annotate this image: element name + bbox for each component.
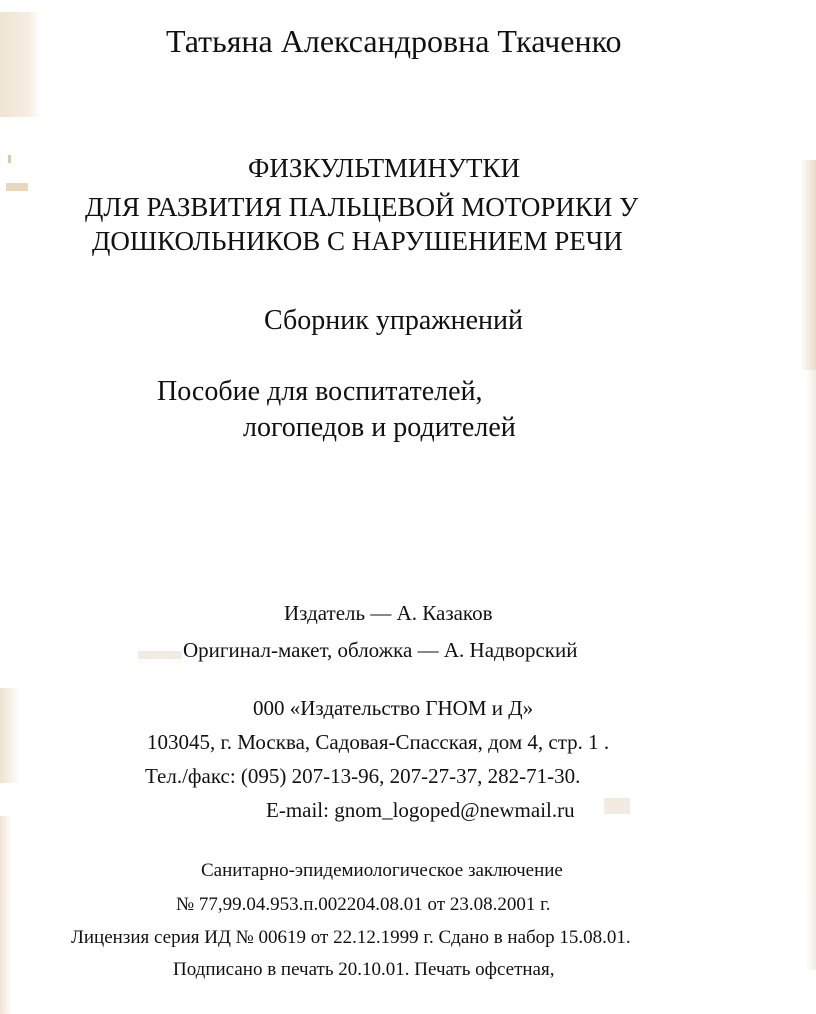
- print-info: Подписано в печать 20.10.01. Печать офсетная,: [173, 959, 555, 980]
- publisher-address: 103045, г. Москва, Садовая-Спасская, дом 4, стр. 1 .: [147, 730, 610, 754]
- publisher-company: 000 «Издательство ГНОМ и Д»: [253, 696, 534, 720]
- paper-edge-artifact: [800, 160, 816, 370]
- paper-edge-artifact: [0, 816, 12, 1014]
- license-info: Лицензия серия ИД № 00619 от 22.12.1999 г. Сдано в набор 15.08.01.: [71, 927, 631, 948]
- scan-smudge: [8, 155, 11, 163]
- publisher-credit: Издатель — А. Казаков: [284, 601, 493, 625]
- audience-line-1: Пособие для воспитателей,: [157, 376, 483, 407]
- author-name: Татьяна Александровна Ткаченко: [166, 23, 622, 59]
- publisher-email: E-mail: gnom_logoped@newmail.ru: [266, 798, 575, 822]
- scan-smudge: [604, 798, 630, 814]
- publisher-phone: Тел./факс: (095) 207-13-96, 207-27-37, 282-71-30.: [145, 764, 581, 788]
- scan-smudge: [138, 651, 182, 659]
- paper-edge-artifact: [806, 370, 816, 970]
- layout-credit: Оригинал-макет, обложка — А. Надворский: [183, 638, 578, 662]
- sanitary-certificate-number: № 77,99.04.953.п.002204.08.01 от 23.08.2001 г.: [176, 894, 551, 915]
- paper-edge-artifact: [0, 12, 40, 117]
- book-subtitle: Сборник упражнений: [264, 305, 523, 336]
- book-title-line-1: ФИЗКУЛЬТМИНУТКИ: [248, 153, 520, 183]
- paper-edge-artifact: [6, 183, 28, 191]
- paper-edge-artifact: [0, 688, 20, 783]
- sanitary-certificate-title: Санитарно-эпидемиологическое заключение: [201, 860, 563, 881]
- book-title-line-3: ДОШКОЛЬНИКОВ С НАРУШЕНИЕМ РЕЧИ: [92, 226, 623, 256]
- audience-line-2: логопедов и родителей: [243, 412, 516, 443]
- book-title-line-2: ДЛЯ РАЗВИТИЯ ПАЛЬЦЕВОЙ МОТОРИКИ У: [85, 192, 639, 222]
